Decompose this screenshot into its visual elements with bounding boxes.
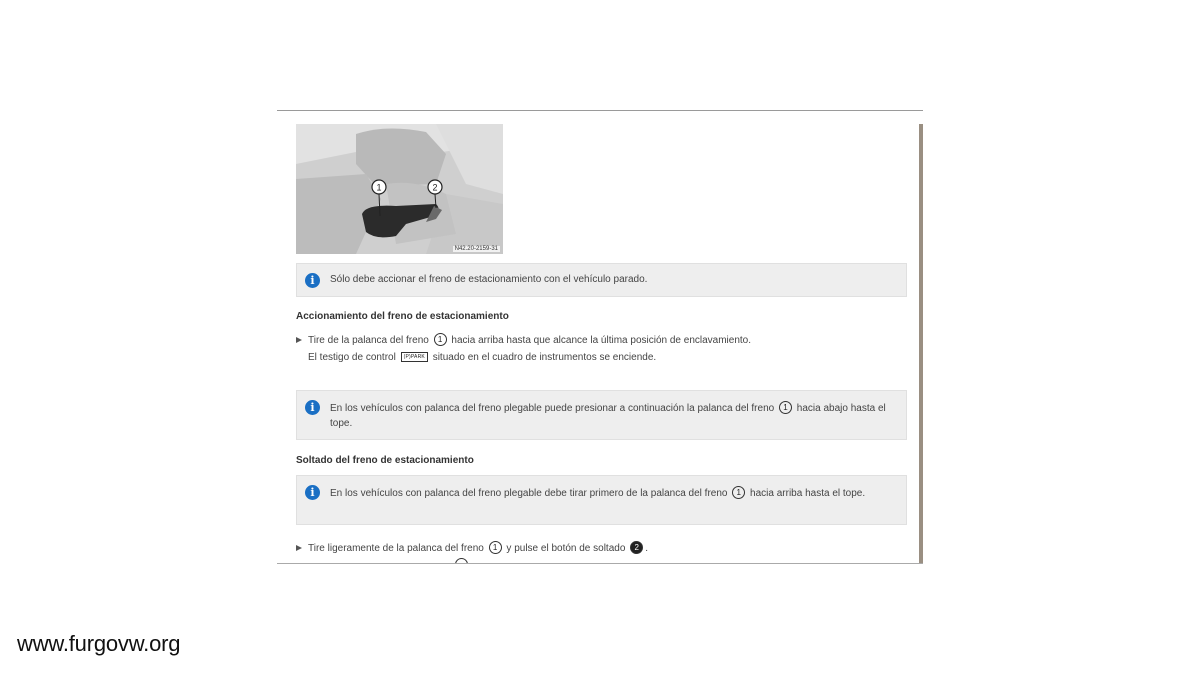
info-note-release-foldable xyxy=(296,475,907,525)
site-watermark: www.furgovw.org xyxy=(17,631,181,656)
step-release xyxy=(296,541,648,554)
info-note-text xyxy=(330,486,886,502)
photo-callout-2: 2 xyxy=(432,182,438,193)
info-icon: i xyxy=(305,273,320,288)
ref-circle-1: 1 xyxy=(779,401,792,414)
info-note-foldable-lever xyxy=(296,390,907,440)
indicator-text-a: El testigo de control xyxy=(308,352,396,363)
bottom-rule xyxy=(277,563,923,564)
parking-brake-photo xyxy=(296,124,503,254)
ref-circle-1: 1 xyxy=(732,486,745,499)
step-release-text-a: Tire ligeramente de la palanca del freno xyxy=(308,543,484,554)
info-note-text xyxy=(330,401,886,431)
step-arrow-icon xyxy=(296,545,302,551)
info-note-text: Sólo debe accionar el freno de estacionamiento con el vehículo parado. xyxy=(330,274,648,285)
info-icon: i xyxy=(305,400,320,415)
page-right-border[interactable] xyxy=(919,124,923,564)
info-note-text-a: En los vehículos con palanca del freno plegable debe tirar primero de la palanca del freno xyxy=(330,488,728,499)
step-engage-text-a: Tire de la palanca del freno xyxy=(308,335,429,346)
section-heading-engage: Accionamiento del freno de estacionamiento xyxy=(296,311,509,322)
park-warning-icon: (P)PARK xyxy=(401,352,428,362)
info-note-parked xyxy=(296,263,907,297)
section-heading-release: Soltado del freno de estacionamiento xyxy=(296,455,474,466)
manual-page xyxy=(277,111,919,563)
photo-callout-1: 1 xyxy=(376,182,382,193)
ref-circle-1: 1 xyxy=(489,541,502,554)
ref-circle-1: 1 xyxy=(434,333,447,346)
ref-circle-2: 2 xyxy=(630,541,643,554)
step-release-text-c: . xyxy=(645,543,648,554)
step-release-text-b: y pulse el botón de soltado xyxy=(506,543,626,554)
step-engage-text-b: hacia arriba hasta que alcance la última posición de enclavamiento. xyxy=(451,335,752,346)
step-arrow-icon xyxy=(296,337,302,343)
indicator-text-b: situado en el cuadro de instrumentos se enciende. xyxy=(432,352,657,363)
info-icon: i xyxy=(305,485,320,500)
photo-caption: N42.20-2159-31 xyxy=(454,246,498,252)
parking-brake-illustration xyxy=(296,124,503,254)
indicator-line xyxy=(308,352,656,363)
info-note-text-b: hacia arriba hasta el tope. xyxy=(750,488,866,499)
info-note-text-b: hacia abajo hasta el tope. xyxy=(330,403,886,429)
step-engage xyxy=(296,333,751,346)
info-note-text-a: En los vehículos con palanca del freno plegable puede presionar a continuación la palanca del freno xyxy=(330,403,775,414)
